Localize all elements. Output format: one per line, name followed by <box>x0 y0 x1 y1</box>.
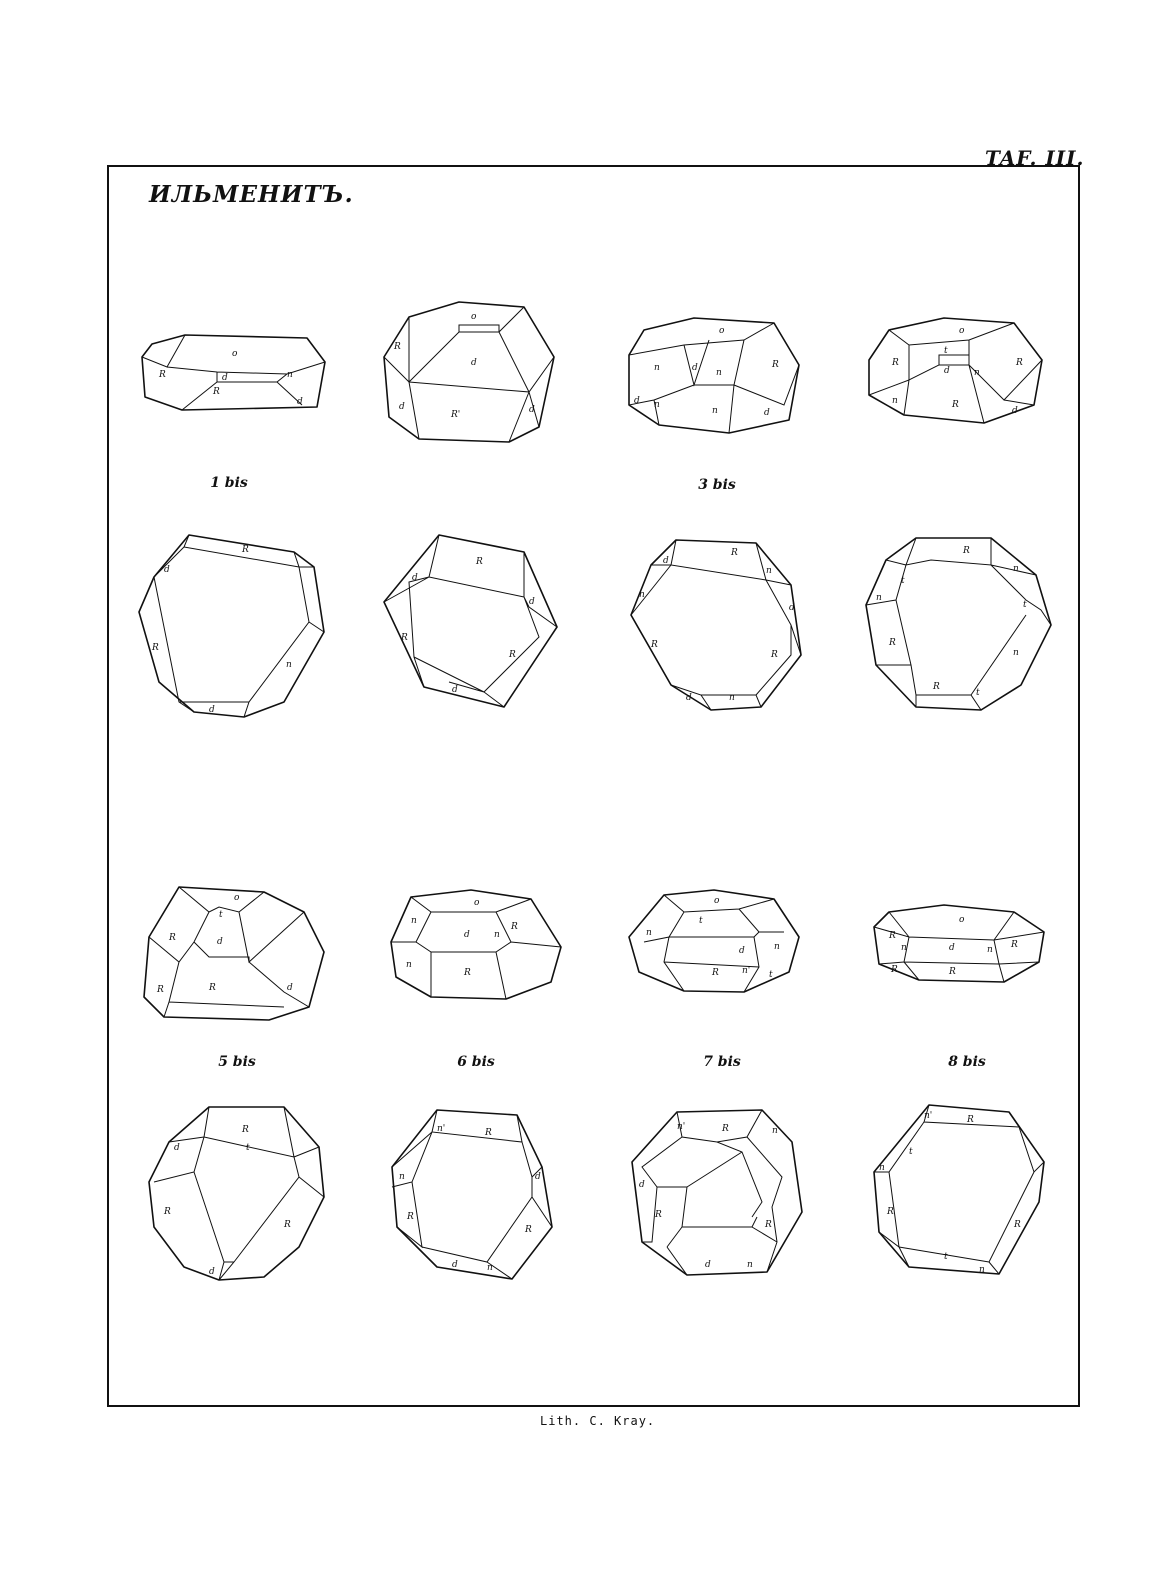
crystal-figure-14 <box>387 1107 567 1287</box>
face-label: n <box>774 942 780 952</box>
face-label: R <box>209 983 216 993</box>
face-label: R <box>949 967 956 977</box>
face-label: d <box>944 366 950 376</box>
face-label: R <box>464 968 471 978</box>
face-label: R <box>401 633 408 643</box>
face-label: R <box>722 1124 729 1134</box>
figure-caption-10: 6 bis <box>457 1054 495 1070</box>
crystal-figure-16 <box>869 1102 1049 1282</box>
face-label: R <box>963 546 970 556</box>
face-label: R <box>242 545 249 555</box>
face-label: d <box>639 1180 645 1190</box>
face-label: R <box>169 933 176 943</box>
face-label: d <box>164 565 170 575</box>
face-label: R <box>394 342 401 352</box>
crystal-drawing-9 <box>139 882 329 1022</box>
face-label: d <box>174 1143 180 1153</box>
face-label: d <box>412 573 418 583</box>
crystal-figure-4 <box>864 315 1049 430</box>
face-label: t <box>1023 600 1027 610</box>
face-label: d <box>705 1260 711 1270</box>
face-label: R <box>651 640 658 650</box>
face-label: n' <box>742 966 751 976</box>
face-label: d <box>789 603 795 613</box>
face-label: R <box>772 360 779 370</box>
face-label: n <box>646 928 652 938</box>
face-label: d <box>471 358 477 368</box>
face-label: R <box>889 638 896 648</box>
face-label: o <box>234 893 240 903</box>
face-label: d <box>452 685 458 695</box>
face-label: t <box>246 1143 250 1153</box>
crystal-drawing-8 <box>861 535 1056 715</box>
face-label: t <box>976 688 980 698</box>
crystal-figure-11 <box>624 887 804 997</box>
face-label: t <box>901 576 905 586</box>
face-label: n <box>399 1172 405 1182</box>
figure-caption-1: 1 bis <box>210 475 248 491</box>
face-label: o <box>714 896 720 906</box>
face-label: R <box>887 1207 894 1217</box>
face-label: n' <box>924 1111 933 1121</box>
face-label: R <box>476 557 483 567</box>
face-label: o <box>474 898 480 908</box>
face-label: R <box>712 968 719 978</box>
face-label: R <box>967 1115 974 1125</box>
face-label: n <box>286 660 292 670</box>
face-label: d <box>217 937 223 947</box>
face-label: R' <box>451 410 461 420</box>
face-label: n <box>1013 648 1019 658</box>
face-label: n <box>876 593 882 603</box>
face-label: R <box>765 1220 772 1230</box>
face-label: n <box>879 1163 885 1173</box>
face-label: R <box>152 643 159 653</box>
face-label: n <box>747 1260 753 1270</box>
face-label: R <box>1016 358 1023 368</box>
face-label: d <box>529 405 535 415</box>
crystal-drawing-2 <box>379 297 559 447</box>
face-label: n <box>712 406 718 416</box>
face-label: d <box>535 1172 541 1182</box>
face-label: n <box>901 943 907 953</box>
face-label: o <box>959 915 965 925</box>
figure-caption-9: 5 bis <box>218 1054 256 1070</box>
face-label: d <box>222 373 228 383</box>
crystal-drawing-7 <box>621 535 811 715</box>
face-label: d <box>634 396 640 406</box>
face-label: n <box>287 370 293 380</box>
crystal-figure-2 <box>379 297 559 447</box>
plate-number: TAF. III. <box>985 146 1085 170</box>
crystal-drawing-12 <box>869 902 1049 987</box>
face-label: n <box>766 566 772 576</box>
face-label: n <box>974 368 980 378</box>
face-label: n <box>1013 564 1019 574</box>
face-label: R <box>771 650 778 660</box>
face-label: n <box>979 1265 985 1275</box>
crystal-drawing-11 <box>624 887 804 997</box>
crystal-figure-13 <box>144 1102 329 1287</box>
figure-caption-12: 8 bis <box>948 1054 986 1070</box>
crystal-figure-8 <box>861 535 1056 715</box>
crystal-figure-10 <box>386 887 566 1002</box>
crystal-drawing-14 <box>387 1107 567 1287</box>
face-label: R <box>525 1225 532 1235</box>
face-label: t <box>769 970 773 980</box>
face-label: d <box>209 705 215 715</box>
face-label: R <box>157 985 164 995</box>
face-label: o <box>471 312 477 322</box>
face-label: o <box>232 349 238 359</box>
face-label: d <box>399 402 405 412</box>
face-label: d <box>529 597 535 607</box>
face-label: R <box>159 370 166 380</box>
face-label: n <box>772 1126 778 1136</box>
face-label: d <box>209 1267 215 1277</box>
plate-frame <box>107 165 1080 1407</box>
face-label: t <box>944 346 948 356</box>
crystal-drawing-13 <box>144 1102 329 1287</box>
face-label: n <box>487 1263 493 1273</box>
plate-title <box>149 181 354 208</box>
face-label: R <box>407 1212 414 1222</box>
crystal-drawing-16 <box>869 1102 1049 1282</box>
face-label: d <box>692 363 698 373</box>
crystal-figure-15 <box>627 1107 807 1282</box>
face-label: o <box>959 326 965 336</box>
crystal-figure-9 <box>139 882 329 1022</box>
crystal-figure-12 <box>869 902 1049 987</box>
face-label: n <box>411 916 417 926</box>
face-label: R <box>891 965 898 975</box>
crystal-drawing-10 <box>386 887 566 1002</box>
face-label: d <box>739 946 745 956</box>
plate-title-dot: . <box>344 181 354 208</box>
face-label: R <box>242 1125 249 1135</box>
face-label: R <box>485 1128 492 1138</box>
face-label: d <box>287 983 293 993</box>
crystal-drawing-6 <box>379 532 564 712</box>
face-label: t <box>944 1252 948 1262</box>
crystal-drawing-5 <box>134 532 334 722</box>
crystal-figure-7 <box>621 535 811 715</box>
face-label: n <box>639 590 645 600</box>
face-label: d <box>297 397 303 407</box>
face-label: o <box>719 326 725 336</box>
face-label: t <box>699 916 703 926</box>
face-label: d <box>686 693 692 703</box>
face-label: n <box>406 960 412 970</box>
face-label: d <box>949 943 955 953</box>
face-label: t <box>219 910 223 920</box>
face-label: R <box>892 358 899 368</box>
face-label: R <box>933 682 940 692</box>
face-label: R <box>509 650 516 660</box>
figure-caption-11: 7 bis <box>703 1054 741 1070</box>
crystal-drawing-3 <box>624 315 804 435</box>
face-label: n <box>987 945 993 955</box>
face-label: R <box>952 400 959 410</box>
face-label: n <box>729 693 735 703</box>
face-label: R <box>284 1220 291 1230</box>
plate-title-text: ИЛЬМЕНИТЪ <box>149 181 345 208</box>
face-label: n <box>494 930 500 940</box>
face-label: R <box>889 931 896 941</box>
face-label: n <box>654 400 660 410</box>
crystal-figure-3 <box>624 315 804 435</box>
face-label: d <box>764 408 770 418</box>
crystal-figure-5 <box>134 532 334 722</box>
crystal-figure-1 <box>137 332 327 417</box>
figure-caption-3: 3 bis <box>698 477 736 493</box>
face-label: R <box>213 387 220 397</box>
face-label: n <box>716 368 722 378</box>
crystal-drawing-15 <box>627 1107 807 1282</box>
crystal-figure-6 <box>379 532 564 712</box>
face-label: d <box>464 930 470 940</box>
face-label: R <box>511 922 518 932</box>
face-label: n' <box>677 1122 686 1132</box>
face-label: R <box>1011 940 1018 950</box>
face-label: d <box>1012 406 1018 416</box>
crystal-drawing-1 <box>137 332 327 417</box>
face-label: R <box>655 1210 662 1220</box>
face-label: d <box>663 556 669 566</box>
face-label: n <box>892 396 898 406</box>
face-label: t <box>909 1147 913 1157</box>
face-label: n <box>654 363 660 373</box>
face-label: R <box>164 1207 171 1217</box>
face-label: R <box>1014 1220 1021 1230</box>
face-label: R <box>731 548 738 558</box>
lithographer-imprint: Lith. C. Kray. <box>540 1414 656 1428</box>
face-label: n' <box>437 1124 446 1134</box>
face-label: d <box>452 1260 458 1270</box>
crystal-drawing-4 <box>864 315 1049 430</box>
